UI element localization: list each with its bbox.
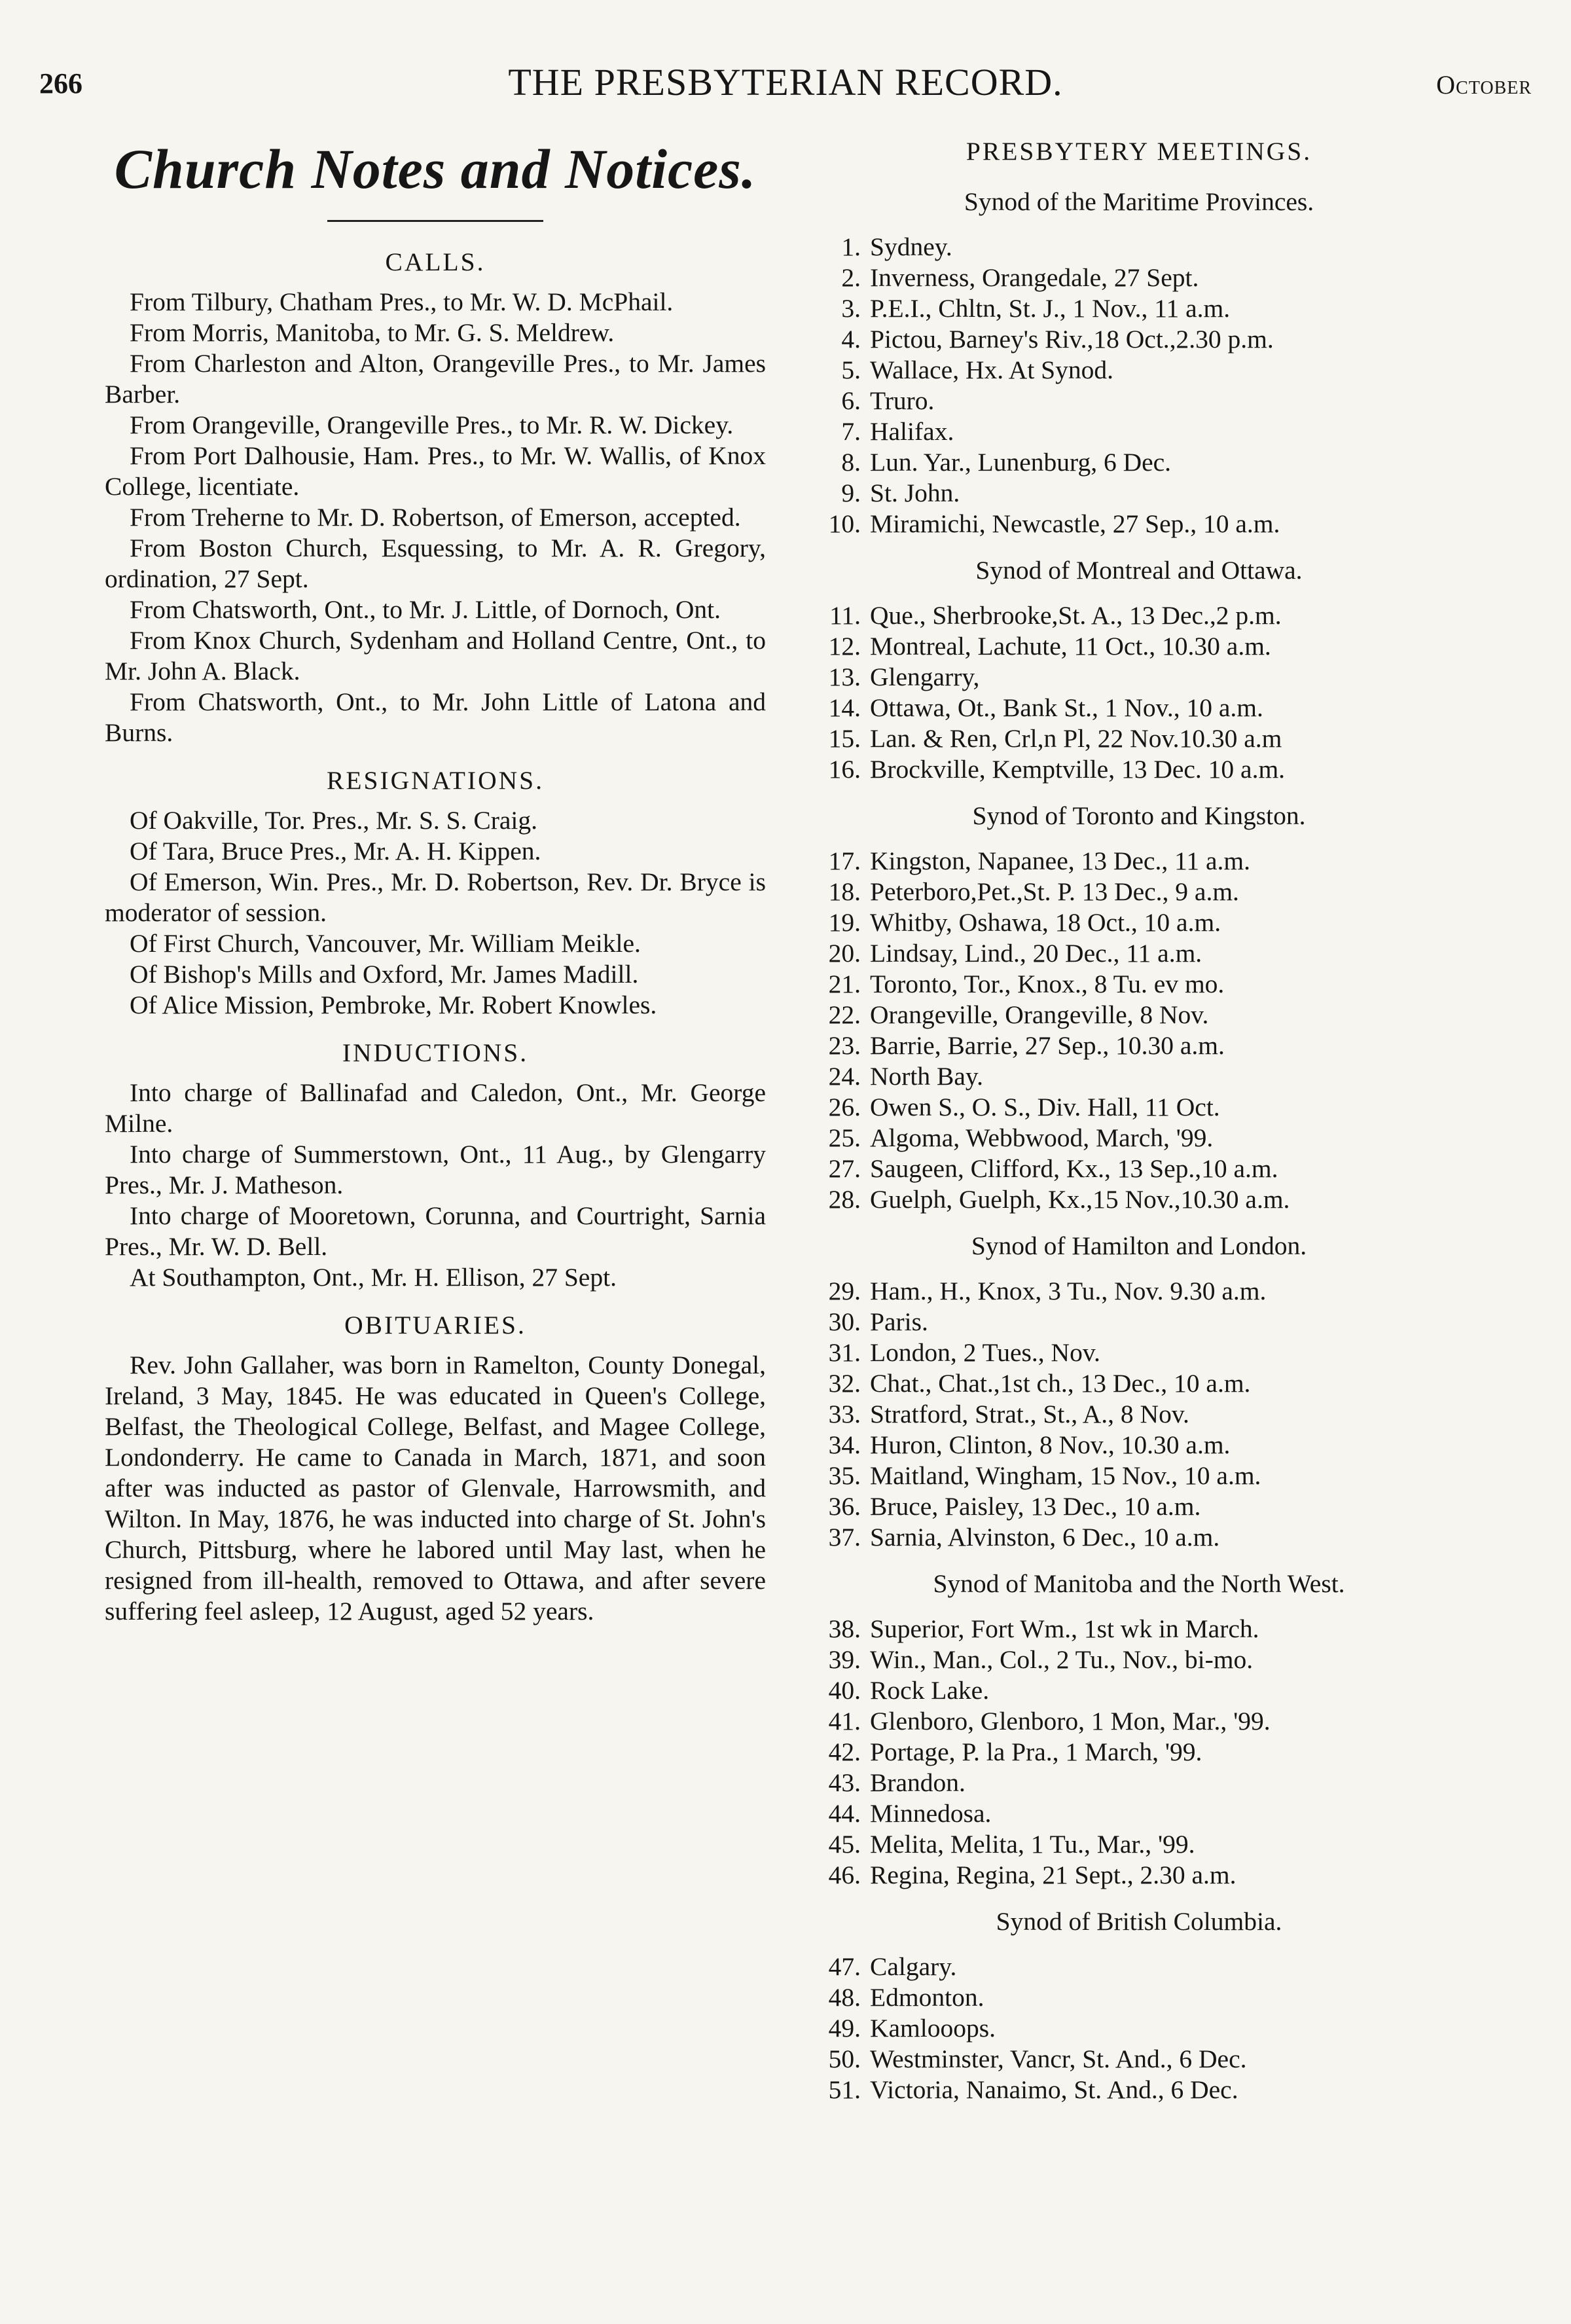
presbytery-details: Glenboro, Glenboro, 1 Mon, Mar., '99. [870, 1707, 1271, 1735]
resignations-entry: Of Bishop's Mills and Oxford, Mr. James Madill. [130, 960, 639, 989]
presbytery-entry [802, 1644, 1476, 1675]
presbytery-entry [802, 1123, 1476, 1153]
presbytery-number: 5. [841, 355, 861, 384]
presbytery-details: Kamlooops. [870, 2014, 996, 2043]
presbytery-entry [802, 938, 1476, 969]
presbytery-number: 25. [828, 1123, 861, 1152]
presbytery-number: 15. [828, 724, 861, 753]
presbytery-number: 46. [828, 1861, 861, 1889]
presbytery-details: Inverness, Orangedale, 27 Sept. [870, 263, 1199, 292]
presbytery-entry [802, 846, 1476, 877]
presbytery-details: Brockville, Kemptville, 13 Dec. 10 a.m. [870, 755, 1286, 784]
presbytery-details: London, 2 Tues., Nov. [870, 1338, 1100, 1367]
presbytery-entry [802, 324, 1476, 355]
presbytery-entry [802, 1768, 1476, 1798]
synod-heading: Synod of Manitoba and the North West. [933, 1569, 1345, 1598]
presbytery-details: Chat., Chat.,1st ch., 13 Dec., 10 a.m. [870, 1369, 1251, 1398]
presbytery-number: 10. [828, 509, 861, 538]
presbytery-number: 27. [828, 1154, 861, 1183]
presbytery-entry [802, 1399, 1476, 1430]
presbytery-details: P.E.I., Chltn, St. J., 1 Nov., 11 a.m. [870, 294, 1231, 323]
synod-list [802, 187, 1476, 2105]
presbytery-details: Stratford, Strat., St., A., 8 Nov. [870, 1400, 1189, 1428]
notices-column [105, 136, 766, 1627]
presbytery-entry [802, 1307, 1476, 1337]
presbytery-number: 28. [828, 1185, 861, 1214]
presbytery-number: 7. [841, 417, 861, 446]
synod-heading: Synod of Montreal and Ottawa. [975, 556, 1303, 585]
calls-section [105, 247, 766, 748]
resignations-entry: Of Emerson, Win. Pres., Mr. D. Robertson, Rev. Dr. Bryce is moderator of session. [105, 867, 766, 927]
inductions-entry: Into charge of Summerstown, Ont., 11 Aug., by Glengarry Pres., Mr. J. Matheson. [105, 1140, 766, 1199]
presbytery-number: 6. [841, 386, 861, 415]
calls-heading: CALLS. [385, 247, 486, 276]
calls-entry: From Boston Church, Esquessing, to Mr. A. R. Gregory, ordination, 27 Sept. [105, 534, 766, 593]
presbytery-details: Regina, Regina, 21 Sept., 2.30 a.m. [870, 1861, 1237, 1889]
presbytery-entry [802, 263, 1476, 293]
resignations-entry: Of First Church, Vancouver, Mr. William Meikle. [130, 929, 641, 958]
presbytery-details: Minnedosa. [870, 1799, 992, 1828]
presbytery-details: Calgary. [870, 1952, 957, 1981]
presbytery-entry [802, 1982, 1476, 2013]
presbytery-details: Ham., H., Knox, 3 Tu., Nov. 9.30 a.m. [870, 1277, 1267, 1305]
presbytery-number: 31. [828, 1338, 861, 1367]
presbytery-number: 32. [828, 1369, 861, 1398]
inductions-heading: INDUCTIONS. [342, 1038, 529, 1067]
presbytery-details: Que., Sherbrooke,St. A., 13 Dec.,2 p.m. [870, 601, 1282, 630]
calls-entry: From Treherne to Mr. D. Robertson, of Emerson, accepted. [130, 503, 741, 532]
presbytery-details: St. John. [870, 479, 960, 507]
presbytery-details: North Bay. [870, 1062, 983, 1091]
presbytery-details: Orangeville, Orangeville, 8 Nov. [870, 1000, 1209, 1029]
presbytery-details: Sydney. [870, 232, 952, 261]
presbytery-details: Lan. & Ren, Crl,n Pl, 22 Nov.10.30 a.m [870, 724, 1282, 753]
presbytery-details: Superior, Fort Wm., 1st wk in March. [870, 1614, 1259, 1643]
presbytery-number: 40. [828, 1676, 861, 1705]
presbytery-entry [802, 1798, 1476, 1829]
resignations-section [105, 765, 766, 1021]
presbytery-number: 47. [828, 1952, 861, 1981]
presbytery-entry [802, 1461, 1476, 1491]
presbytery-entry [802, 1491, 1476, 1522]
presbytery-entry [802, 2013, 1476, 2044]
presbytery-number: 43. [828, 1768, 861, 1797]
presbytery-entry [802, 631, 1476, 662]
presbytery-entry [802, 1706, 1476, 1737]
presbytery-details: Pictou, Barney's Riv.,18 Oct.,2.30 p.m. [870, 325, 1274, 354]
calls-entry: From Port Dalhousie, Ham. Pres., to Mr. W. Wallis, of Knox College, licentiate. [105, 441, 766, 501]
inductions-section [105, 1038, 766, 1293]
meetings-title: PRESBYTERY MEETINGS. [966, 137, 1312, 166]
presbytery-number: 26. [828, 1093, 861, 1121]
running-title: THE PRESBYTERIAN RECORD. [508, 61, 1063, 103]
presbytery-details: Montreal, Lachute, 11 Oct., 10.30 a.m. [870, 632, 1271, 661]
presbytery-entry [802, 1276, 1476, 1307]
presbytery-details: Lindsay, Lind., 20 Dec., 11 a.m. [870, 939, 1202, 968]
presbytery-entry [802, 723, 1476, 754]
presbytery-number: 11. [829, 601, 861, 630]
presbytery-entry [802, 1092, 1476, 1123]
issue-month: October [1436, 70, 1532, 100]
synod-heading: Synod of Toronto and Kingston. [972, 801, 1306, 830]
presbytery-number: 51. [828, 2075, 861, 2104]
presbytery-number: 49. [828, 2014, 861, 2043]
presbytery-entry [802, 877, 1476, 907]
presbytery-number: 29. [828, 1277, 861, 1305]
presbytery-number: 41. [828, 1707, 861, 1735]
presbytery-number: 36. [828, 1492, 861, 1521]
presbytery-details: Kingston, Napanee, 13 Dec., 11 a.m. [870, 846, 1251, 875]
title-rule [327, 220, 543, 222]
presbytery-number: 18. [828, 877, 861, 906]
presbytery-entry [802, 1522, 1476, 1553]
presbytery-number: 1. [841, 232, 861, 261]
presbytery-details: Algoma, Webbwood, March, '99. [870, 1123, 1214, 1152]
presbytery-number: 39. [828, 1645, 861, 1674]
presbytery-details: Whitby, Oshawa, 18 Oct., 10 a.m. [870, 908, 1221, 937]
presbytery-number: 30. [828, 1307, 861, 1336]
calls-entry: From Charleston and Alton, Orangeville Pres., to Mr. James Barber. [105, 349, 766, 409]
calls-entry: From Tilbury, Chatham Pres., to Mr. W. D. McPhail. [130, 287, 674, 316]
presbytery-entry [802, 2075, 1476, 2105]
presbytery-entry [802, 1952, 1476, 1982]
presbytery-details: Toronto, Tor., Knox., 8 Tu. ev mo. [870, 970, 1225, 998]
obituaries-entry: Rev. John Gallaher, was born in Ramelton, County Donegal, Ireland, 3 May, 1845. He was educated in Queen's College, Belfast, the Theological College, Belfast, and Magee College, Londonderry. He came to Canada in March, 1871, and soon after was inducted as pastor of Glenvale, Harrowsmith, and Wilton. In May, 1876, he was inducted into charge of St. John's Church, Pittsburg, where he labored until May last, when he resigned from ill-health, removed to Ottawa, and after severe suffering feel asleep, 12 August, aged 52 years. [105, 1351, 766, 1625]
presbytery-entry [802, 1430, 1476, 1461]
presbytery-details: Miramichi, Newcastle, 27 Sep., 10 a.m. [870, 509, 1280, 538]
presbytery-number: 22. [828, 1000, 861, 1029]
presbytery-entry [802, 1860, 1476, 1891]
obituaries-section [105, 1310, 766, 1627]
presbytery-number: 13. [828, 663, 861, 691]
synod-heading: Synod of British Columbia. [996, 1907, 1282, 1936]
presbytery-entry [802, 447, 1476, 478]
presbytery-number: 34. [828, 1430, 861, 1459]
presbytery-details: Wallace, Hx. At Synod. [870, 355, 1114, 384]
presbytery-entry [802, 509, 1476, 539]
presbytery-details: Win., Man., Col., 2 Tu., Nov., bi-mo. [870, 1645, 1254, 1674]
presbytery-details: Glengarry, [870, 663, 980, 691]
presbytery-entry [802, 355, 1476, 386]
presbytery-number: 33. [828, 1400, 861, 1428]
presbytery-details: Truro. [870, 386, 935, 415]
presbytery-entry [802, 600, 1476, 631]
presbytery-entry [802, 478, 1476, 509]
obituaries-heading: OBITUARIES. [344, 1311, 526, 1339]
presbytery-entry [802, 907, 1476, 938]
presbytery-details: Victoria, Nanaimo, St. And., 6 Dec. [870, 2075, 1238, 2104]
presbytery-number: 9. [841, 479, 861, 507]
page-number: 266 [39, 67, 82, 100]
page-title: Church Notes and Notices. [114, 137, 757, 200]
resignations-entry: Of Tara, Bruce Pres., Mr. A. H. Kippen. [130, 837, 541, 865]
presbytery-details: Brandon. [870, 1768, 966, 1797]
presbytery-number: 42. [828, 1737, 861, 1766]
presbytery-entry [802, 1337, 1476, 1368]
calls-entry: From Knox Church, Sydenham and Holland Centre, Ont., to Mr. John A. Black. [105, 626, 766, 685]
presbytery-entry [802, 754, 1476, 785]
presbytery-entry [802, 1737, 1476, 1768]
presbytery-number: 23. [828, 1031, 861, 1060]
presbytery-details: Sarnia, Alvinston, 6 Dec., 10 a.m. [870, 1523, 1220, 1552]
presbytery-details: Peterboro,Pet.,St. P. 13 Dec., 9 a.m. [870, 877, 1239, 906]
presbytery-details: Saugeen, Clifford, Kx., 13 Sep.,10 a.m. [870, 1154, 1278, 1183]
presbytery-entry [802, 1000, 1476, 1030]
inductions-entry: Into charge of Mooretown, Corunna, and Courtright, Sarnia Pres., Mr. W. D. Bell. [105, 1201, 766, 1261]
presbytery-entry [802, 1829, 1476, 1860]
presbytery-number: 17. [828, 846, 861, 875]
presbytery-details: Melita, Melita, 1 Tu., Mar., '99. [870, 1830, 1195, 1859]
presbytery-entry [802, 293, 1476, 324]
synod-heading: Synod of Hamilton and London. [971, 1231, 1307, 1260]
presbytery-number: 2. [841, 263, 861, 292]
presbytery-entry [802, 232, 1476, 263]
presbytery-number: 24. [828, 1062, 861, 1091]
presbytery-entry [802, 693, 1476, 723]
presbytery-number: 16. [828, 755, 861, 784]
presbytery-details: Huron, Clinton, 8 Nov., 10.30 a.m. [870, 1430, 1231, 1459]
calls-entry: From Chatsworth, Ont., to Mr. John Little of Latona and Burns. [105, 687, 766, 747]
presbytery-number: 8. [841, 448, 861, 477]
presbytery-number: 45. [828, 1830, 861, 1859]
presbytery-details: Edmonton. [870, 1983, 984, 2012]
presbytery-number: 38. [828, 1614, 861, 1643]
presbytery-details: Paris. [870, 1307, 928, 1336]
presbytery-details: Portage, P. la Pra., 1 March, '99. [870, 1737, 1202, 1766]
presbytery-entry [802, 416, 1476, 447]
presbytery-number: 20. [828, 939, 861, 968]
presbytery-details: Guelph, Guelph, Kx.,15 Nov.,10.30 a.m. [870, 1185, 1290, 1214]
presbytery-entry [802, 1153, 1476, 1184]
presbytery-number: 37. [828, 1523, 861, 1552]
presbytery-number: 44. [828, 1799, 861, 1828]
presbytery-details: Westminster, Vancr, St. And., 6 Dec. [870, 2044, 1247, 2073]
presbytery-number: 12. [828, 632, 861, 661]
running-header [39, 60, 1532, 119]
presbytery-entry [802, 2044, 1476, 2075]
presbytery-number: 21. [828, 970, 861, 998]
presbytery-entry [802, 969, 1476, 1000]
presbytery-entry [802, 386, 1476, 416]
presbytery-details: Bruce, Paisley, 13 Dec., 10 a.m. [870, 1492, 1201, 1521]
presbytery-details: Maitland, Wingham, 15 Nov., 10 a.m. [870, 1461, 1261, 1490]
synod-heading: Synod of the Maritime Provinces. [964, 187, 1314, 216]
presbytery-meetings-column [802, 136, 1476, 2105]
resignations-entry: Of Alice Mission, Pembroke, Mr. Robert Knowles. [130, 990, 657, 1019]
presbytery-entry [802, 1061, 1476, 1092]
resignations-heading: RESIGNATIONS. [327, 766, 544, 795]
calls-entry: From Orangeville, Orangeville Pres., to Mr. R. W. Dickey. [130, 410, 734, 439]
inductions-entry: At Southampton, Ont., Mr. H. Ellison, 27 Sept. [130, 1263, 617, 1292]
presbytery-details: Lun. Yar., Lunenburg, 6 Dec. [870, 448, 1172, 477]
presbytery-details: Rock Lake. [870, 1676, 990, 1705]
presbytery-number: 4. [841, 325, 861, 354]
presbytery-number: 14. [828, 693, 861, 722]
calls-entry: From Morris, Manitoba, to Mr. G. S. Meldrew. [130, 318, 615, 347]
presbytery-entry [802, 1184, 1476, 1215]
presbytery-number: 3. [841, 294, 861, 323]
presbytery-entry [802, 1030, 1476, 1061]
resignations-entry: Of Oakville, Tor. Pres., Mr. S. S. Craig. [130, 806, 538, 835]
presbytery-entry [802, 1368, 1476, 1399]
presbytery-number: 19. [828, 908, 861, 937]
presbytery-entry [802, 662, 1476, 693]
presbytery-details: Halifax. [870, 417, 954, 446]
presbytery-entry [802, 1675, 1476, 1706]
presbytery-details: Barrie, Barrie, 27 Sep., 10.30 a.m. [870, 1031, 1225, 1060]
presbytery-number: 48. [828, 1983, 861, 2012]
presbytery-number: 50. [828, 2044, 861, 2073]
presbytery-details: Ottawa, Ot., Bank St., 1 Nov., 10 a.m. [870, 693, 1263, 722]
presbytery-entry [802, 1614, 1476, 1644]
presbytery-details: Owen S., O. S., Div. Hall, 11 Oct. [870, 1093, 1220, 1121]
presbytery-number: 35. [828, 1461, 861, 1490]
inductions-entry: Into charge of Ballinafad and Caledon, Ont., Mr. George Milne. [105, 1078, 766, 1138]
calls-entry: From Chatsworth, Ont., to Mr. J. Little, of Dornoch, Ont. [130, 595, 721, 624]
